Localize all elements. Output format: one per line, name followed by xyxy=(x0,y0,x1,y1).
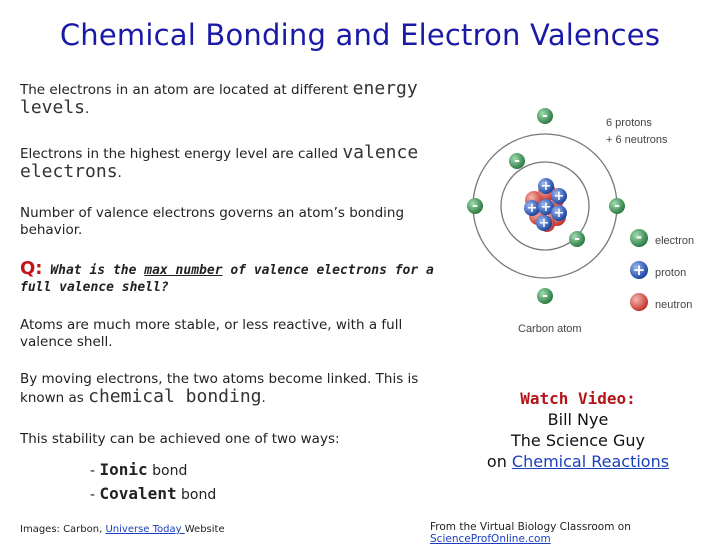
electron xyxy=(609,198,625,214)
bond-ionic xyxy=(90,460,187,479)
svg-text:+: + xyxy=(632,261,646,279)
svg-text:-: - xyxy=(574,231,580,247)
svg-text:-: - xyxy=(472,198,478,214)
video-line3 xyxy=(478,451,678,472)
question-block xyxy=(20,260,435,296)
nucleus-proton xyxy=(524,200,540,216)
legend-neutron xyxy=(630,293,692,311)
question-label: Q: xyxy=(20,258,43,279)
electron xyxy=(509,153,525,169)
scienceprofonline-link[interactable]: ScienceProfOnline.com xyxy=(430,533,551,545)
svg-text:+: + xyxy=(538,216,550,231)
p2-emph-electrons: electrons xyxy=(20,161,118,182)
carbon-atom-diagram xyxy=(458,96,720,346)
svg-text:-: - xyxy=(614,198,620,214)
electron xyxy=(537,108,553,124)
svg-text:+: + xyxy=(526,201,538,216)
footer-image-credit xyxy=(20,524,225,535)
legend-electron xyxy=(630,228,694,247)
paragraph-stability: Atoms are much more stable, or less reactive, with a full valence shell. xyxy=(20,317,403,350)
electron xyxy=(537,288,553,304)
bond-dash: - xyxy=(90,463,100,479)
question-underlined: max number xyxy=(144,263,223,278)
legend-proton-label: proton xyxy=(655,267,687,279)
p1-emph-energy: energy xyxy=(352,78,418,99)
p5-text: By moving electrons, the two atoms become linked. This is known as xyxy=(20,371,419,406)
legend-electron-label: electron xyxy=(655,235,695,247)
video-line1: Bill Nye xyxy=(547,410,609,429)
nucleus-proton xyxy=(538,178,554,194)
nucleus-proton xyxy=(551,188,567,204)
video-heading: Watch Video: xyxy=(520,389,636,408)
p2-emph-valence: valence xyxy=(342,142,419,163)
bond-suffix: bond xyxy=(147,463,188,479)
page-title: Chemical Bonding and Electron Valences xyxy=(59,18,661,52)
svg-text:-: - xyxy=(542,108,548,124)
svg-text:-: - xyxy=(542,288,548,304)
footer-left-post: Website xyxy=(184,524,225,535)
paragraph-energy-levels xyxy=(20,80,440,118)
video-on: on xyxy=(486,452,512,471)
bond-suffix: bond xyxy=(176,487,217,503)
bond-dash: - xyxy=(90,487,100,503)
p5-emph: chemical bonding xyxy=(88,386,262,407)
p1-emph-levels: levels xyxy=(20,97,86,118)
bond-name: Ionic xyxy=(99,460,148,479)
question-post: of valence electrons for a full valence shell? xyxy=(20,263,434,295)
svg-text:-: - xyxy=(635,228,643,246)
footer-left-pre: Images: Carbon, xyxy=(20,524,106,535)
svg-text:+: + xyxy=(540,179,552,194)
nucleus-proton xyxy=(551,205,567,221)
bond-name: Covalent xyxy=(99,484,177,503)
footer-right-pre: From the Virtual Biology Classroom on xyxy=(430,521,631,533)
svg-text:+: + xyxy=(553,206,565,221)
video-block xyxy=(478,388,678,472)
bond-covalent xyxy=(90,484,216,503)
svg-text:+: + xyxy=(540,200,552,215)
video-line2: The Science Guy xyxy=(511,431,645,450)
paragraph-bonding-behavior: Number of valence electrons governs an atom’s bonding behavior. xyxy=(20,205,405,238)
universe-today-link[interactable]: Universe Today xyxy=(105,524,185,535)
p5-end: . xyxy=(261,390,266,406)
p2-end: . xyxy=(117,165,122,181)
neutrons-label: + 6 neutrons xyxy=(606,134,668,146)
question-pre: What is the xyxy=(42,263,145,278)
svg-text:-: - xyxy=(514,153,520,169)
diagram-caption: Carbon atom xyxy=(518,323,582,335)
nucleus xyxy=(524,178,567,232)
electron xyxy=(569,231,585,247)
paragraph-two-ways: This stability can be achieved one of two ways: xyxy=(20,431,340,447)
p1-text: The electrons in an atom are located at different xyxy=(20,82,353,98)
footer-source xyxy=(430,521,720,545)
video-link[interactable]: Chemical Reactions xyxy=(511,452,670,471)
paragraph-chemical-bonding xyxy=(20,371,430,407)
p2-text: Electrons in the highest energy level are called xyxy=(20,146,343,162)
legend-neutron-label: neutron xyxy=(655,299,693,311)
svg-text:+: + xyxy=(553,189,565,204)
nucleus-proton xyxy=(536,215,552,231)
paragraph-valence xyxy=(20,144,440,182)
electron xyxy=(467,198,483,214)
protons-label: 6 protons xyxy=(606,117,652,129)
legend-proton xyxy=(630,261,686,279)
p1-end: . xyxy=(85,101,90,117)
